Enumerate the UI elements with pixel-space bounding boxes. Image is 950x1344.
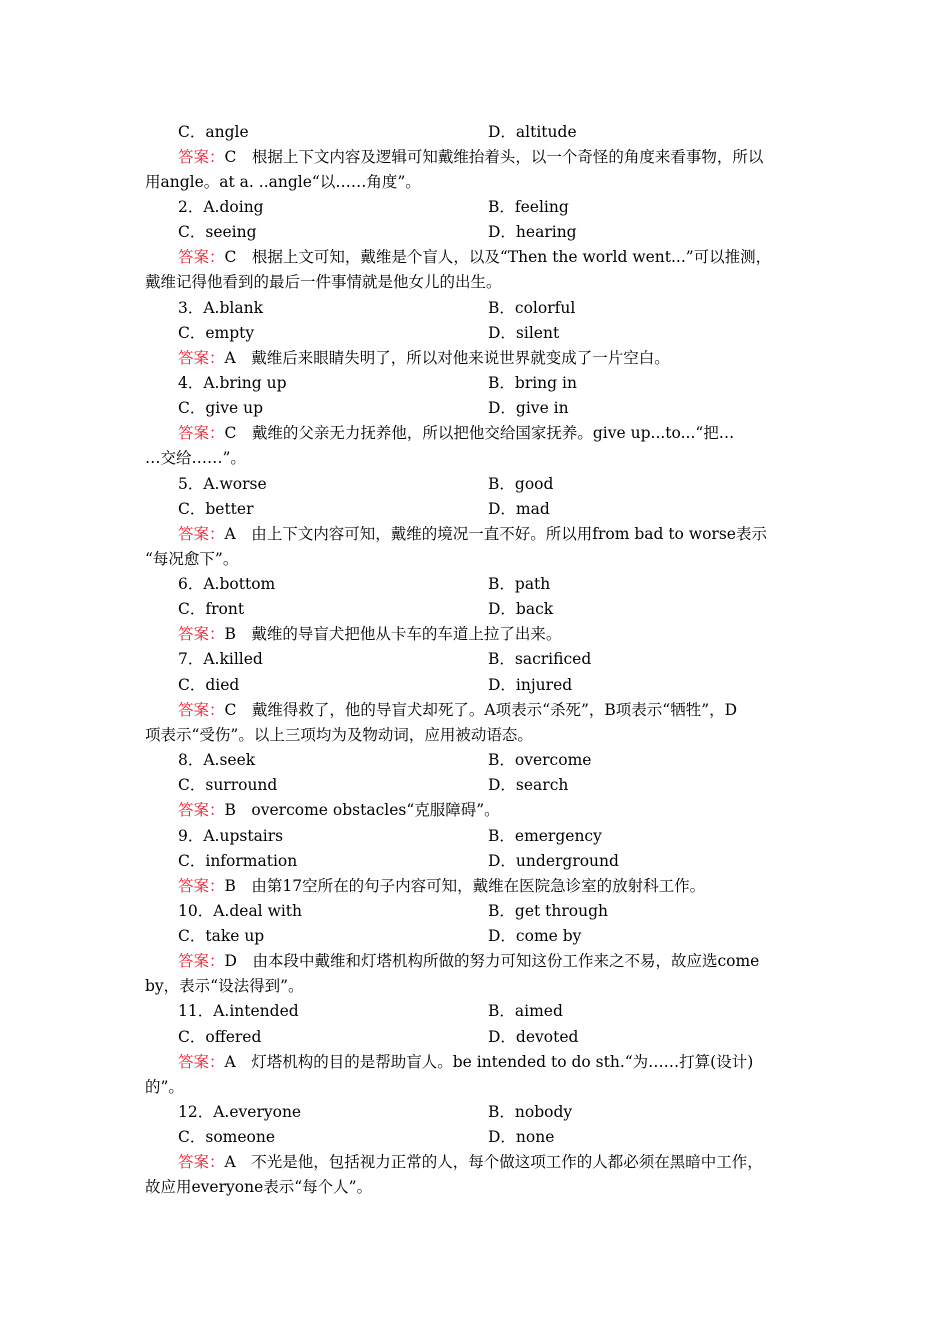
option-c: C．surround <box>178 776 278 794</box>
option-c: C．front <box>178 600 245 618</box>
option-a: 4．A.bring up <box>178 374 287 392</box>
answer-explanation <box>0 622 950 647</box>
answer-label: 答案： <box>178 701 225 719</box>
option-b: B．nobody <box>488 1103 573 1121</box>
answer-explanation <box>0 245 950 270</box>
option-a: 3．A.blank <box>178 299 263 317</box>
options-row <box>0 1125 950 1150</box>
explanation-text: B overcome obstacles“克服障碍”。 <box>224 801 500 819</box>
answer-explanation <box>0 1150 950 1175</box>
option-b: B．bring in <box>488 374 577 392</box>
explanation-continuation <box>0 547 950 572</box>
explanation-continuation <box>0 446 950 471</box>
explanation-text: 戴维记得他看到的最后一件事情就是他女儿的出生。 <box>145 273 502 291</box>
options-row <box>0 321 950 346</box>
option-b: B．feeling <box>488 198 569 216</box>
option-c: C．died <box>178 676 240 694</box>
explanation-continuation <box>0 170 950 195</box>
explanation-continuation <box>0 1175 950 1200</box>
option-c: C．give up <box>178 399 264 417</box>
explanation-text: …交给……”。 <box>145 449 246 467</box>
answer-label: 答案： <box>178 1053 225 1071</box>
explanation-text: “每况愈下”。 <box>145 550 239 568</box>
option-d: D．hearing <box>488 223 577 241</box>
answer-explanation <box>0 874 950 899</box>
options-row <box>0 773 950 798</box>
options-row <box>0 195 950 220</box>
options-row <box>0 597 950 622</box>
explanation-text: A 由上下文内容可知，戴维的境况一直不好。所以用from bad to worse表示 <box>224 525 767 543</box>
explanation-continuation <box>0 723 950 748</box>
answer-label: 答案： <box>178 148 225 166</box>
option-b: B．overcome <box>488 751 592 769</box>
answer-label: 答案： <box>178 877 225 895</box>
option-d: D．back <box>488 600 554 618</box>
option-b: B．good <box>488 475 554 493</box>
options-row <box>0 1100 950 1125</box>
option-c: C．seeing <box>178 223 257 241</box>
answer-label: 答案： <box>178 349 225 367</box>
options-row <box>0 120 950 145</box>
options-row <box>0 371 950 396</box>
explanation-text: C 根据上下文内容及逻辑可知戴维抬着头，以一个奇怪的角度来看事物，所以 <box>224 148 764 166</box>
answer-label: 答案： <box>178 801 225 819</box>
option-d: D．underground <box>488 852 619 870</box>
options-row <box>0 824 950 849</box>
answer-label: 答案： <box>178 952 225 970</box>
answer-explanation <box>0 949 950 974</box>
option-a: 8．A.seek <box>178 751 256 769</box>
option-a: 2．A.doing <box>178 198 264 216</box>
option-d: D．mad <box>488 500 550 518</box>
option-a: 11．A.intended <box>178 1002 299 1020</box>
option-b: B．aimed <box>488 1002 563 1020</box>
option-b: B．sacrificed <box>488 650 592 668</box>
answer-explanation <box>0 346 950 371</box>
options-row <box>0 1025 950 1050</box>
options-row <box>0 849 950 874</box>
answer-explanation <box>0 145 950 170</box>
options-row <box>0 924 950 949</box>
answer-explanation <box>0 798 950 823</box>
explanation-continuation <box>0 974 950 999</box>
option-d: D．injured <box>488 676 573 694</box>
explanation-text: 故应用everyone表示“每个人”。 <box>145 1178 373 1196</box>
explanation-text: 的”。 <box>145 1078 184 1096</box>
option-a: 7．A.killed <box>178 650 263 668</box>
explanation-text: A 灯塔机构的目的是帮助盲人。be intended to do sth.“为……打算(设计) <box>224 1053 754 1071</box>
option-d: D．give in <box>488 399 569 417</box>
option-c: C．better <box>178 500 254 518</box>
answer-label: 答案： <box>178 424 225 442</box>
explanation-text: 项表示“受伤”。以上三项均为及物动词，应用被动语态。 <box>145 726 533 744</box>
answer-label: 答案： <box>178 248 225 266</box>
option-d: D．devoted <box>488 1028 579 1046</box>
answer-explanation <box>0 421 950 446</box>
answer-explanation <box>0 1050 950 1075</box>
explanation-continuation <box>0 1075 950 1100</box>
option-c: C．information <box>178 852 298 870</box>
options-row <box>0 220 950 245</box>
explanation-continuation <box>0 270 950 295</box>
explanation-text: B 由第17空所在的句子内容可知，戴维在医院急诊室的放射科工作。 <box>224 877 706 895</box>
option-a: 5．A.worse <box>178 475 267 493</box>
option-b: B．emergency <box>488 827 602 845</box>
explanation-text: A 不光是他，包括视力正常的人，每个做这项工作的人都必须在黑暗中工作， <box>224 1153 763 1171</box>
answer-explanation <box>0 522 950 547</box>
options-row <box>0 572 950 597</box>
option-c: C．someone <box>178 1128 276 1146</box>
option-b: B．colorful <box>488 299 576 317</box>
options-row <box>0 899 950 924</box>
options-row <box>0 396 950 421</box>
option-a: 10．A.deal with <box>178 902 303 920</box>
explanation-text: C 戴维得救了，他的导盲犬却死了。A项表示“杀死”，B项表示“牺牲”，D <box>224 701 738 719</box>
option-b: B．get through <box>488 902 608 920</box>
option-a: 9．A.upstairs <box>178 827 284 845</box>
options-row <box>0 748 950 773</box>
option-a: 12．A.everyone <box>178 1103 302 1121</box>
explanation-text: C 戴维的父亲无力抚养他，所以把他交给国家抚养。give up...to...“把… <box>224 424 735 442</box>
option-d: D．silent <box>488 324 560 342</box>
option-a: 6．A.bottom <box>178 575 276 593</box>
options-row <box>0 647 950 672</box>
option-d: D．none <box>488 1128 555 1146</box>
answer-label: 答案： <box>178 525 225 543</box>
option-c: C．take up <box>178 927 265 945</box>
option-c: C．offered <box>178 1028 262 1046</box>
options-row <box>0 497 950 522</box>
option-d: D．come by <box>488 927 582 945</box>
option-d: D．search <box>488 776 569 794</box>
explanation-text: D 由本段中戴维和灯塔机构所做的努力可知这份工作来之不易，故应选come <box>224 952 760 970</box>
option-c: C．empty <box>178 324 255 342</box>
explanation-text: A 戴维后来眼睛失明了，所以对他来说世界就变成了一片空白。 <box>224 349 670 367</box>
option-c: C．angle <box>178 123 249 141</box>
explanation-text: by，表示“设法得到”。 <box>145 977 304 995</box>
explanation-text: B 戴维的导盲犬把他从卡车的车道上拉了出来。 <box>224 625 562 643</box>
explanation-text: C 根据上文可知，戴维是个盲人，以及“Then the world went...”可以推测， <box>224 248 772 266</box>
answer-label: 答案： <box>178 1153 225 1171</box>
answer-explanation <box>0 698 950 723</box>
options-row <box>0 296 950 321</box>
options-row <box>0 472 950 497</box>
explanation-text: 用angle。at a. ..angle“以……角度”。 <box>145 173 421 191</box>
option-b: B．path <box>488 575 551 593</box>
options-row <box>0 673 950 698</box>
answer-label: 答案： <box>178 625 225 643</box>
options-row <box>0 999 950 1024</box>
option-d: D．altitude <box>488 123 577 141</box>
